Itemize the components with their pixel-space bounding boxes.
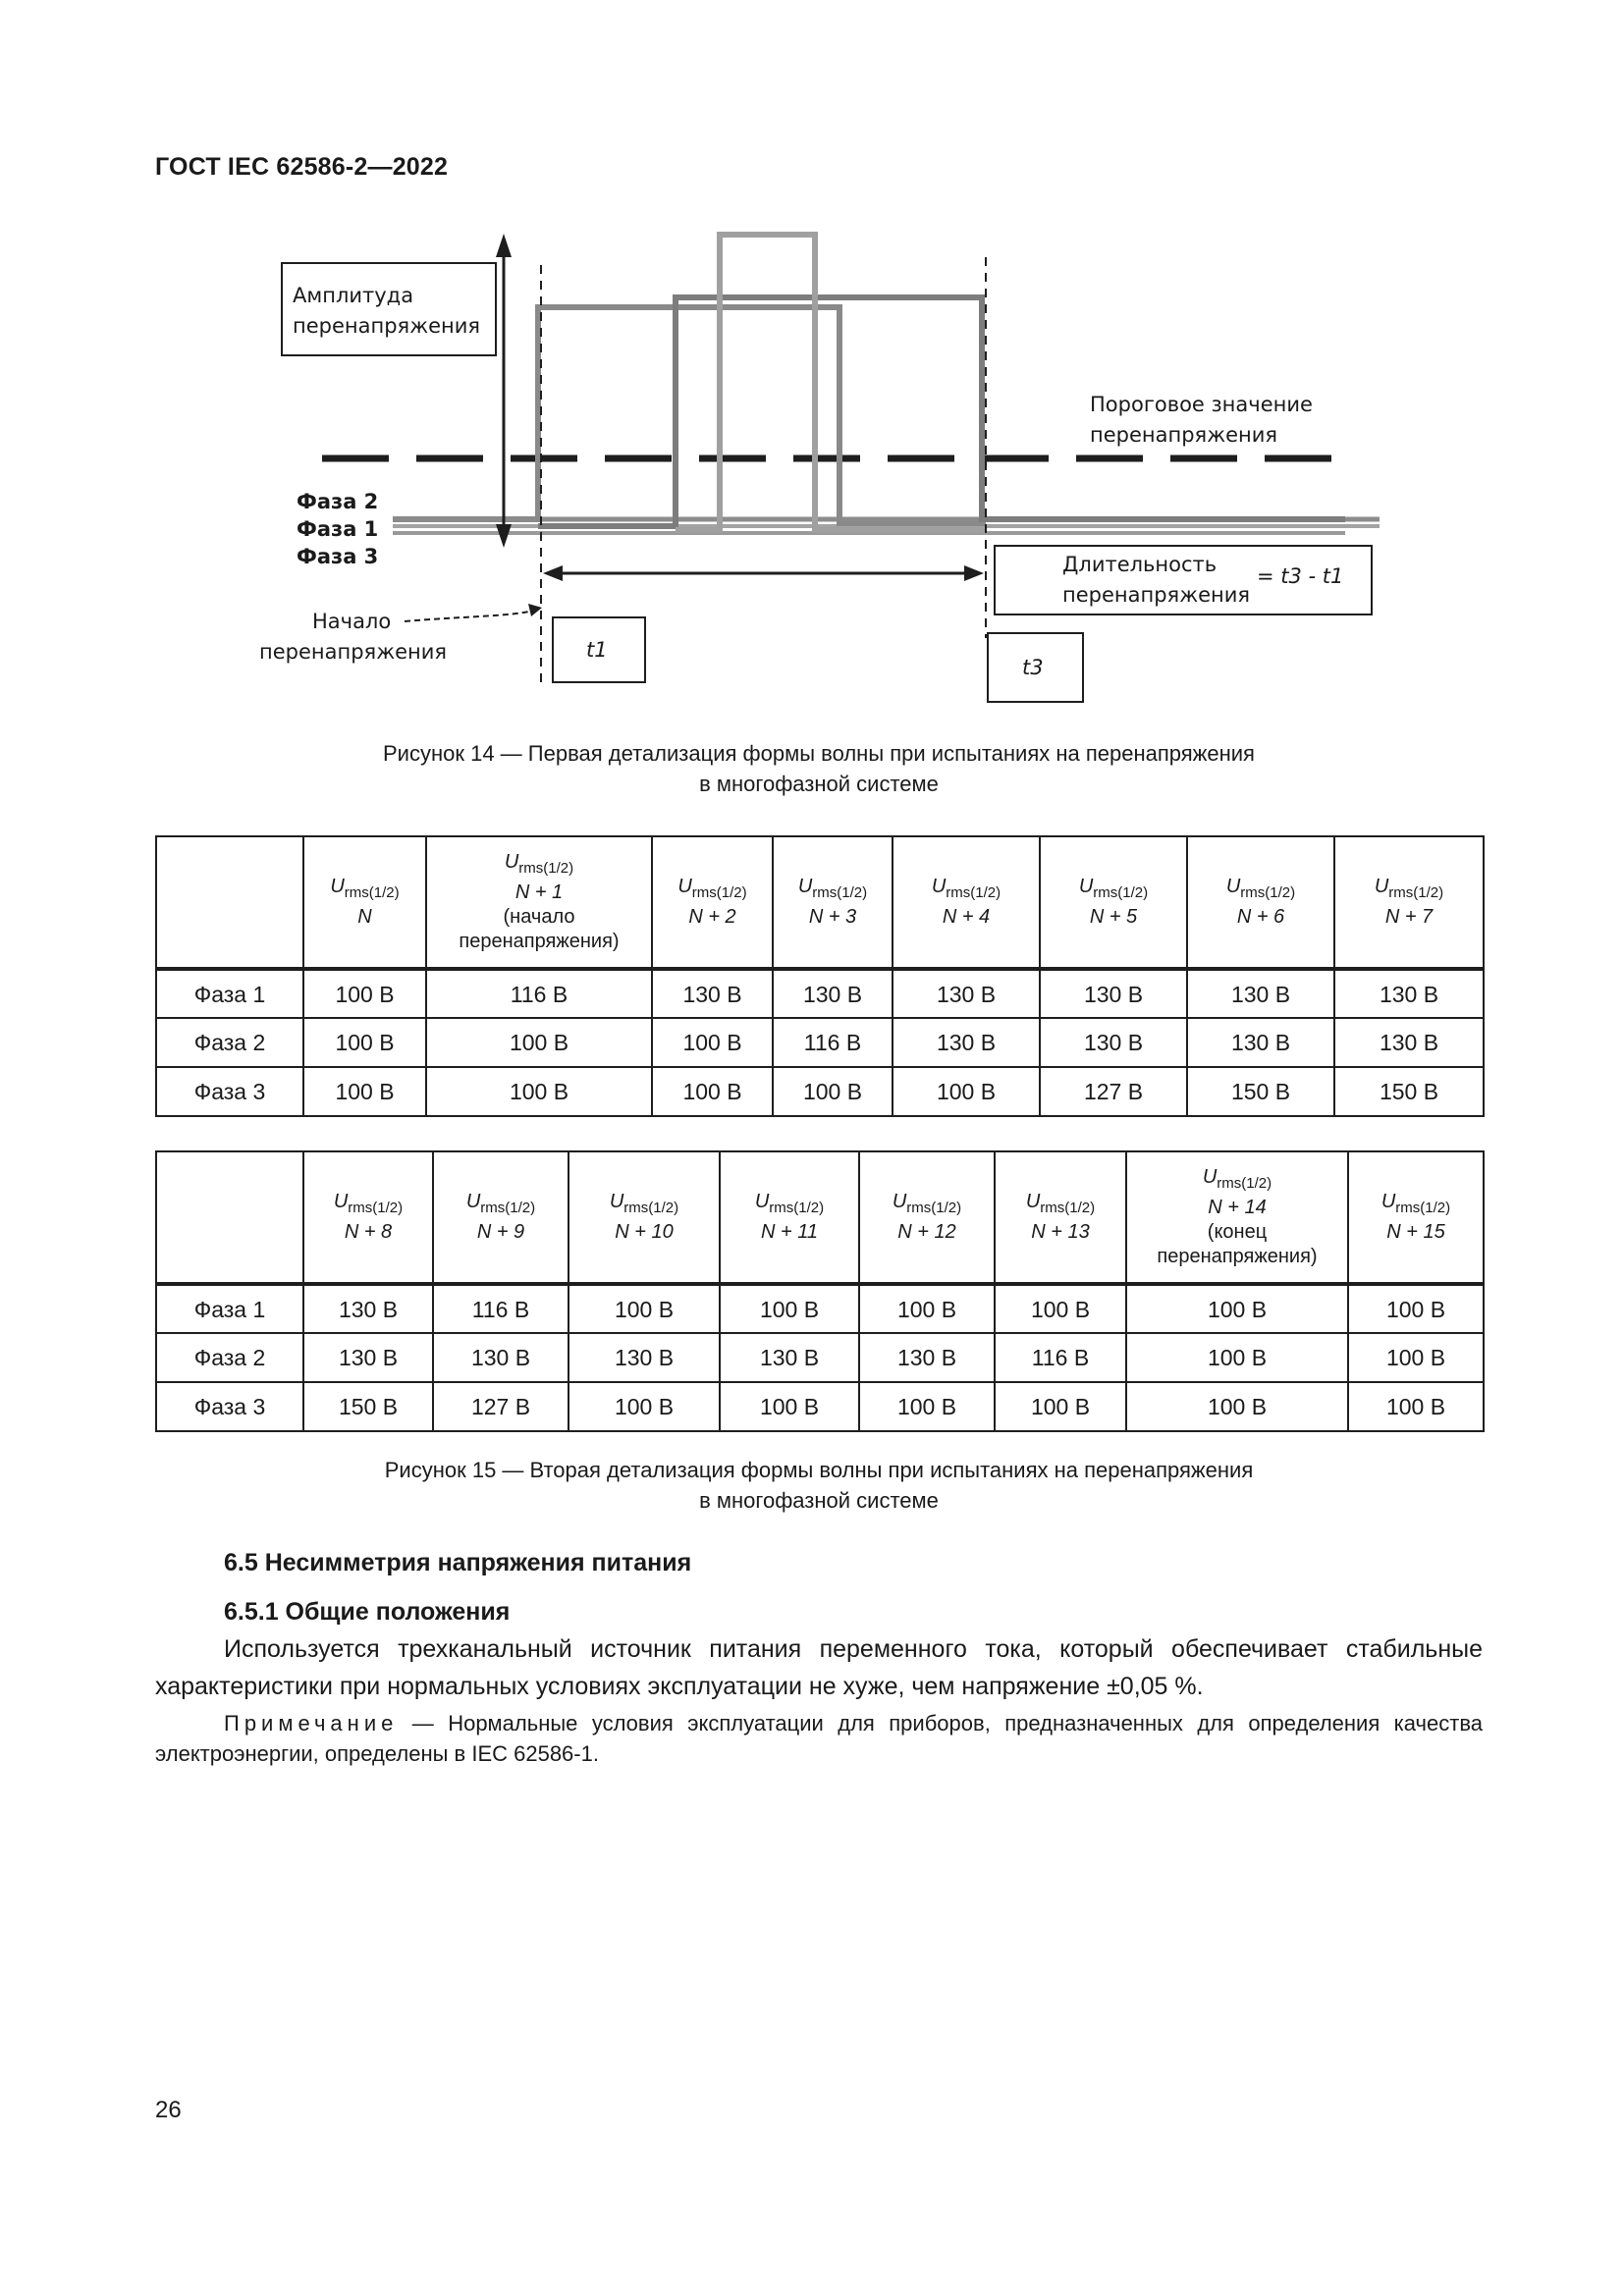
note-block bbox=[155, 1708, 1483, 1769]
table-1-header-n6: $U_{rms(1/2)}$ N + 6 bbox=[1187, 836, 1334, 969]
amplitude-label-line1: Амплитуда bbox=[293, 284, 414, 307]
threshold-label-line2: перенапряжения bbox=[1090, 423, 1278, 447]
table-cell: 130 В bbox=[893, 969, 1040, 1018]
table-cell: 100 В bbox=[1126, 1382, 1348, 1431]
table-cell: 116 В bbox=[773, 1018, 893, 1067]
table-cell: 100 В bbox=[720, 1382, 859, 1431]
table-cell: 100 В bbox=[303, 1018, 426, 1067]
t3-label: t3 bbox=[1022, 656, 1044, 679]
table-cell: 130 В bbox=[1187, 969, 1334, 1018]
amplitude-arrow-up-icon bbox=[496, 234, 512, 257]
table-cell: 130 В bbox=[303, 1284, 433, 1333]
table-row bbox=[156, 969, 1484, 1018]
table-1-header-empty bbox=[156, 836, 303, 969]
body-paragraph bbox=[155, 1630, 1483, 1705]
values-table-1 bbox=[155, 835, 1485, 1117]
table-cell: Фаза 3 bbox=[156, 1067, 303, 1116]
document-header: ГОСТ IEC 62586-2—2022 bbox=[155, 153, 449, 181]
table-cell: 130 В bbox=[303, 1333, 433, 1382]
table-1-header-n1: $U_{rms(1/2)}$ N + 1 (начало перенапряжения) bbox=[426, 836, 652, 969]
table-cell: 130 В bbox=[1334, 1018, 1484, 1067]
figure-14-waveform-diagram bbox=[0, 0, 1624, 726]
duration-label-line1: Длительность bbox=[1062, 553, 1218, 576]
table-cell: 100 В bbox=[303, 1067, 426, 1116]
table-2-header-n8: $U_{rms(1/2)}$ N + 8 bbox=[303, 1151, 433, 1284]
phase-1-label: Фаза 1 bbox=[297, 517, 379, 541]
table-row bbox=[156, 1382, 1484, 1431]
table-cell: 130 В bbox=[1040, 1018, 1187, 1067]
duration-label-line2: перенапряжения bbox=[1062, 583, 1251, 607]
table-1-header-n4: $U_{rms(1/2)}$ N + 4 bbox=[893, 836, 1040, 969]
table-cell: Фаза 3 bbox=[156, 1382, 303, 1431]
figure-14-caption-line1: Рисунок 14 — Первая детализация формы волны при испытаниях на перенапряжения bbox=[383, 741, 1255, 766]
table-2-header-n11: $U_{rms(1/2)}$ N + 11 bbox=[720, 1151, 859, 1284]
note-text: — Нормальные условия эксплуатации для приборов, предназначенных для определения качества электроэнергии, определены в IEC 62586-1. bbox=[155, 1711, 1483, 1766]
table-cell: 127 В bbox=[433, 1382, 568, 1431]
start-leader-arrow-icon bbox=[528, 604, 542, 616]
table-cell: 100 В bbox=[1126, 1333, 1348, 1382]
table-cell: 100 В bbox=[995, 1284, 1126, 1333]
table-cell: 130 В bbox=[433, 1333, 568, 1382]
t1-label: t1 bbox=[586, 638, 608, 662]
table-cell: Фаза 1 bbox=[156, 1284, 303, 1333]
table-cell: 130 В bbox=[568, 1333, 720, 1382]
table-cell: 100 В bbox=[859, 1382, 995, 1431]
body-paragraph-text: Используется трехканальный источник питания переменного тока, который обеспечивает стабильные характеристики при нормальных условиях эксплуатации не хуже, чем напряжение ±0,05 %. bbox=[155, 1635, 1483, 1700]
table-cell: 100 В bbox=[995, 1382, 1126, 1431]
duration-arrow-left-icon bbox=[543, 565, 563, 581]
table-cell: 150 В bbox=[1334, 1067, 1484, 1116]
table-cell: 100 В bbox=[652, 1067, 773, 1116]
table-2-header-row bbox=[156, 1151, 1484, 1284]
table-cell: 150 В bbox=[303, 1382, 433, 1431]
table-cell: 100 В bbox=[1348, 1284, 1484, 1333]
figure-14-caption-line2: в многофазной системе bbox=[699, 772, 939, 796]
table-2-header-empty bbox=[156, 1151, 303, 1284]
table-cell: 100 В bbox=[893, 1067, 1040, 1116]
table-cell: 100 В bbox=[859, 1284, 995, 1333]
table-cell: 100 В bbox=[652, 1018, 773, 1067]
table-row bbox=[156, 1067, 1484, 1116]
table-1-header-n5: $U_{rms(1/2)}$ N + 5 bbox=[1040, 836, 1187, 969]
table-cell: 150 В bbox=[1187, 1067, 1334, 1116]
table-cell: 130 В bbox=[773, 969, 893, 1018]
table-cell: 100 В bbox=[568, 1382, 720, 1431]
values-table-2 bbox=[155, 1150, 1485, 1432]
table-cell: Фаза 2 bbox=[156, 1018, 303, 1067]
table-cell: 100 В bbox=[303, 969, 426, 1018]
table-1-header-row bbox=[156, 836, 1484, 969]
start-leader-line bbox=[405, 611, 533, 621]
table-cell: 100 В bbox=[1348, 1333, 1484, 1382]
table-cell: 116 В bbox=[433, 1284, 568, 1333]
table-cell: 100 В bbox=[1126, 1284, 1348, 1333]
figure-15-caption bbox=[155, 1455, 1483, 1516]
figure-15-caption-line2: в многофазной системе bbox=[699, 1488, 939, 1513]
table-cell: 100 В bbox=[1348, 1382, 1484, 1431]
table-cell: 130 В bbox=[652, 969, 773, 1018]
table-cell: 130 В bbox=[859, 1333, 995, 1382]
table-cell: 100 В bbox=[568, 1284, 720, 1333]
table-cell: 100 В bbox=[426, 1067, 652, 1116]
table-2-header-n15: $U_{rms(1/2)}$ N + 15 bbox=[1348, 1151, 1484, 1284]
table-cell: 116 В bbox=[426, 969, 652, 1018]
table-row bbox=[156, 1018, 1484, 1067]
table-cell: 130 В bbox=[1040, 969, 1187, 1018]
table-1-header-n: $U_{rms(1/2)}$ N bbox=[303, 836, 426, 969]
table-cell: 100 В bbox=[720, 1284, 859, 1333]
table-2-header-n9: $U_{rms(1/2)}$ N + 9 bbox=[433, 1151, 568, 1284]
note-label: Примечание bbox=[224, 1711, 399, 1735]
table-1-header-n7: $U_{rms(1/2)}$ N + 7 bbox=[1334, 836, 1484, 969]
figure-14-caption bbox=[155, 738, 1483, 799]
amplitude-label-line2: перенапряжения bbox=[293, 314, 481, 338]
table-2-header-n13: $U_{rms(1/2)}$ N + 13 bbox=[995, 1151, 1126, 1284]
start-label-line2: перенапряжения bbox=[259, 640, 448, 664]
table-cell: 100 В bbox=[773, 1067, 893, 1116]
table-2-header-n12: $U_{rms(1/2)}$ N + 12 bbox=[859, 1151, 995, 1284]
table-cell: 116 В bbox=[995, 1333, 1126, 1382]
figure-15-caption-line1: Рисунок 15 — Вторая детализация формы волны при испытаниях на перенапряжения bbox=[384, 1458, 1254, 1482]
subsection-heading: 6.5.1 Общие положения bbox=[224, 1598, 511, 1626]
duration-arrow-right-icon bbox=[964, 565, 984, 581]
threshold-label-line1: Пороговое значение bbox=[1090, 393, 1313, 416]
table-cell: Фаза 1 bbox=[156, 969, 303, 1018]
amplitude-label-box bbox=[282, 263, 496, 355]
section-heading: 6.5 Несимметрия напряжения питания bbox=[224, 1549, 692, 1576]
table-cell: 127 В bbox=[1040, 1067, 1187, 1116]
amplitude-arrow-down-icon bbox=[496, 524, 512, 548]
page-number: 26 bbox=[155, 2097, 182, 2123]
table-cell: 100 В bbox=[426, 1018, 652, 1067]
phase-3-label: Фаза 3 bbox=[297, 545, 379, 568]
table-cell: 130 В bbox=[1187, 1018, 1334, 1067]
table-cell: 130 В bbox=[893, 1018, 1040, 1067]
phase-3-waveform bbox=[676, 235, 986, 530]
table-row bbox=[156, 1333, 1484, 1382]
table-2-header-n10: $U_{rms(1/2)}$ N + 10 bbox=[568, 1151, 720, 1284]
table-row bbox=[156, 1284, 1484, 1333]
start-label-line1: Начало bbox=[312, 610, 392, 633]
phase-2-label: Фаза 2 bbox=[297, 490, 379, 513]
table-cell: Фаза 2 bbox=[156, 1333, 303, 1382]
table-cell: 130 В bbox=[1334, 969, 1484, 1018]
table-1-header-n3: $U_{rms(1/2)}$ N + 3 bbox=[773, 836, 893, 969]
table-cell: 130 В bbox=[720, 1333, 859, 1382]
table-2-header-n14: $U_{rms(1/2)}$ N + 14 (конец перенапряжения) bbox=[1126, 1151, 1348, 1284]
table-1-header-n2: $U_{rms(1/2)}$ N + 2 bbox=[652, 836, 773, 969]
duration-formula: = t3 - t1 bbox=[1257, 564, 1344, 588]
